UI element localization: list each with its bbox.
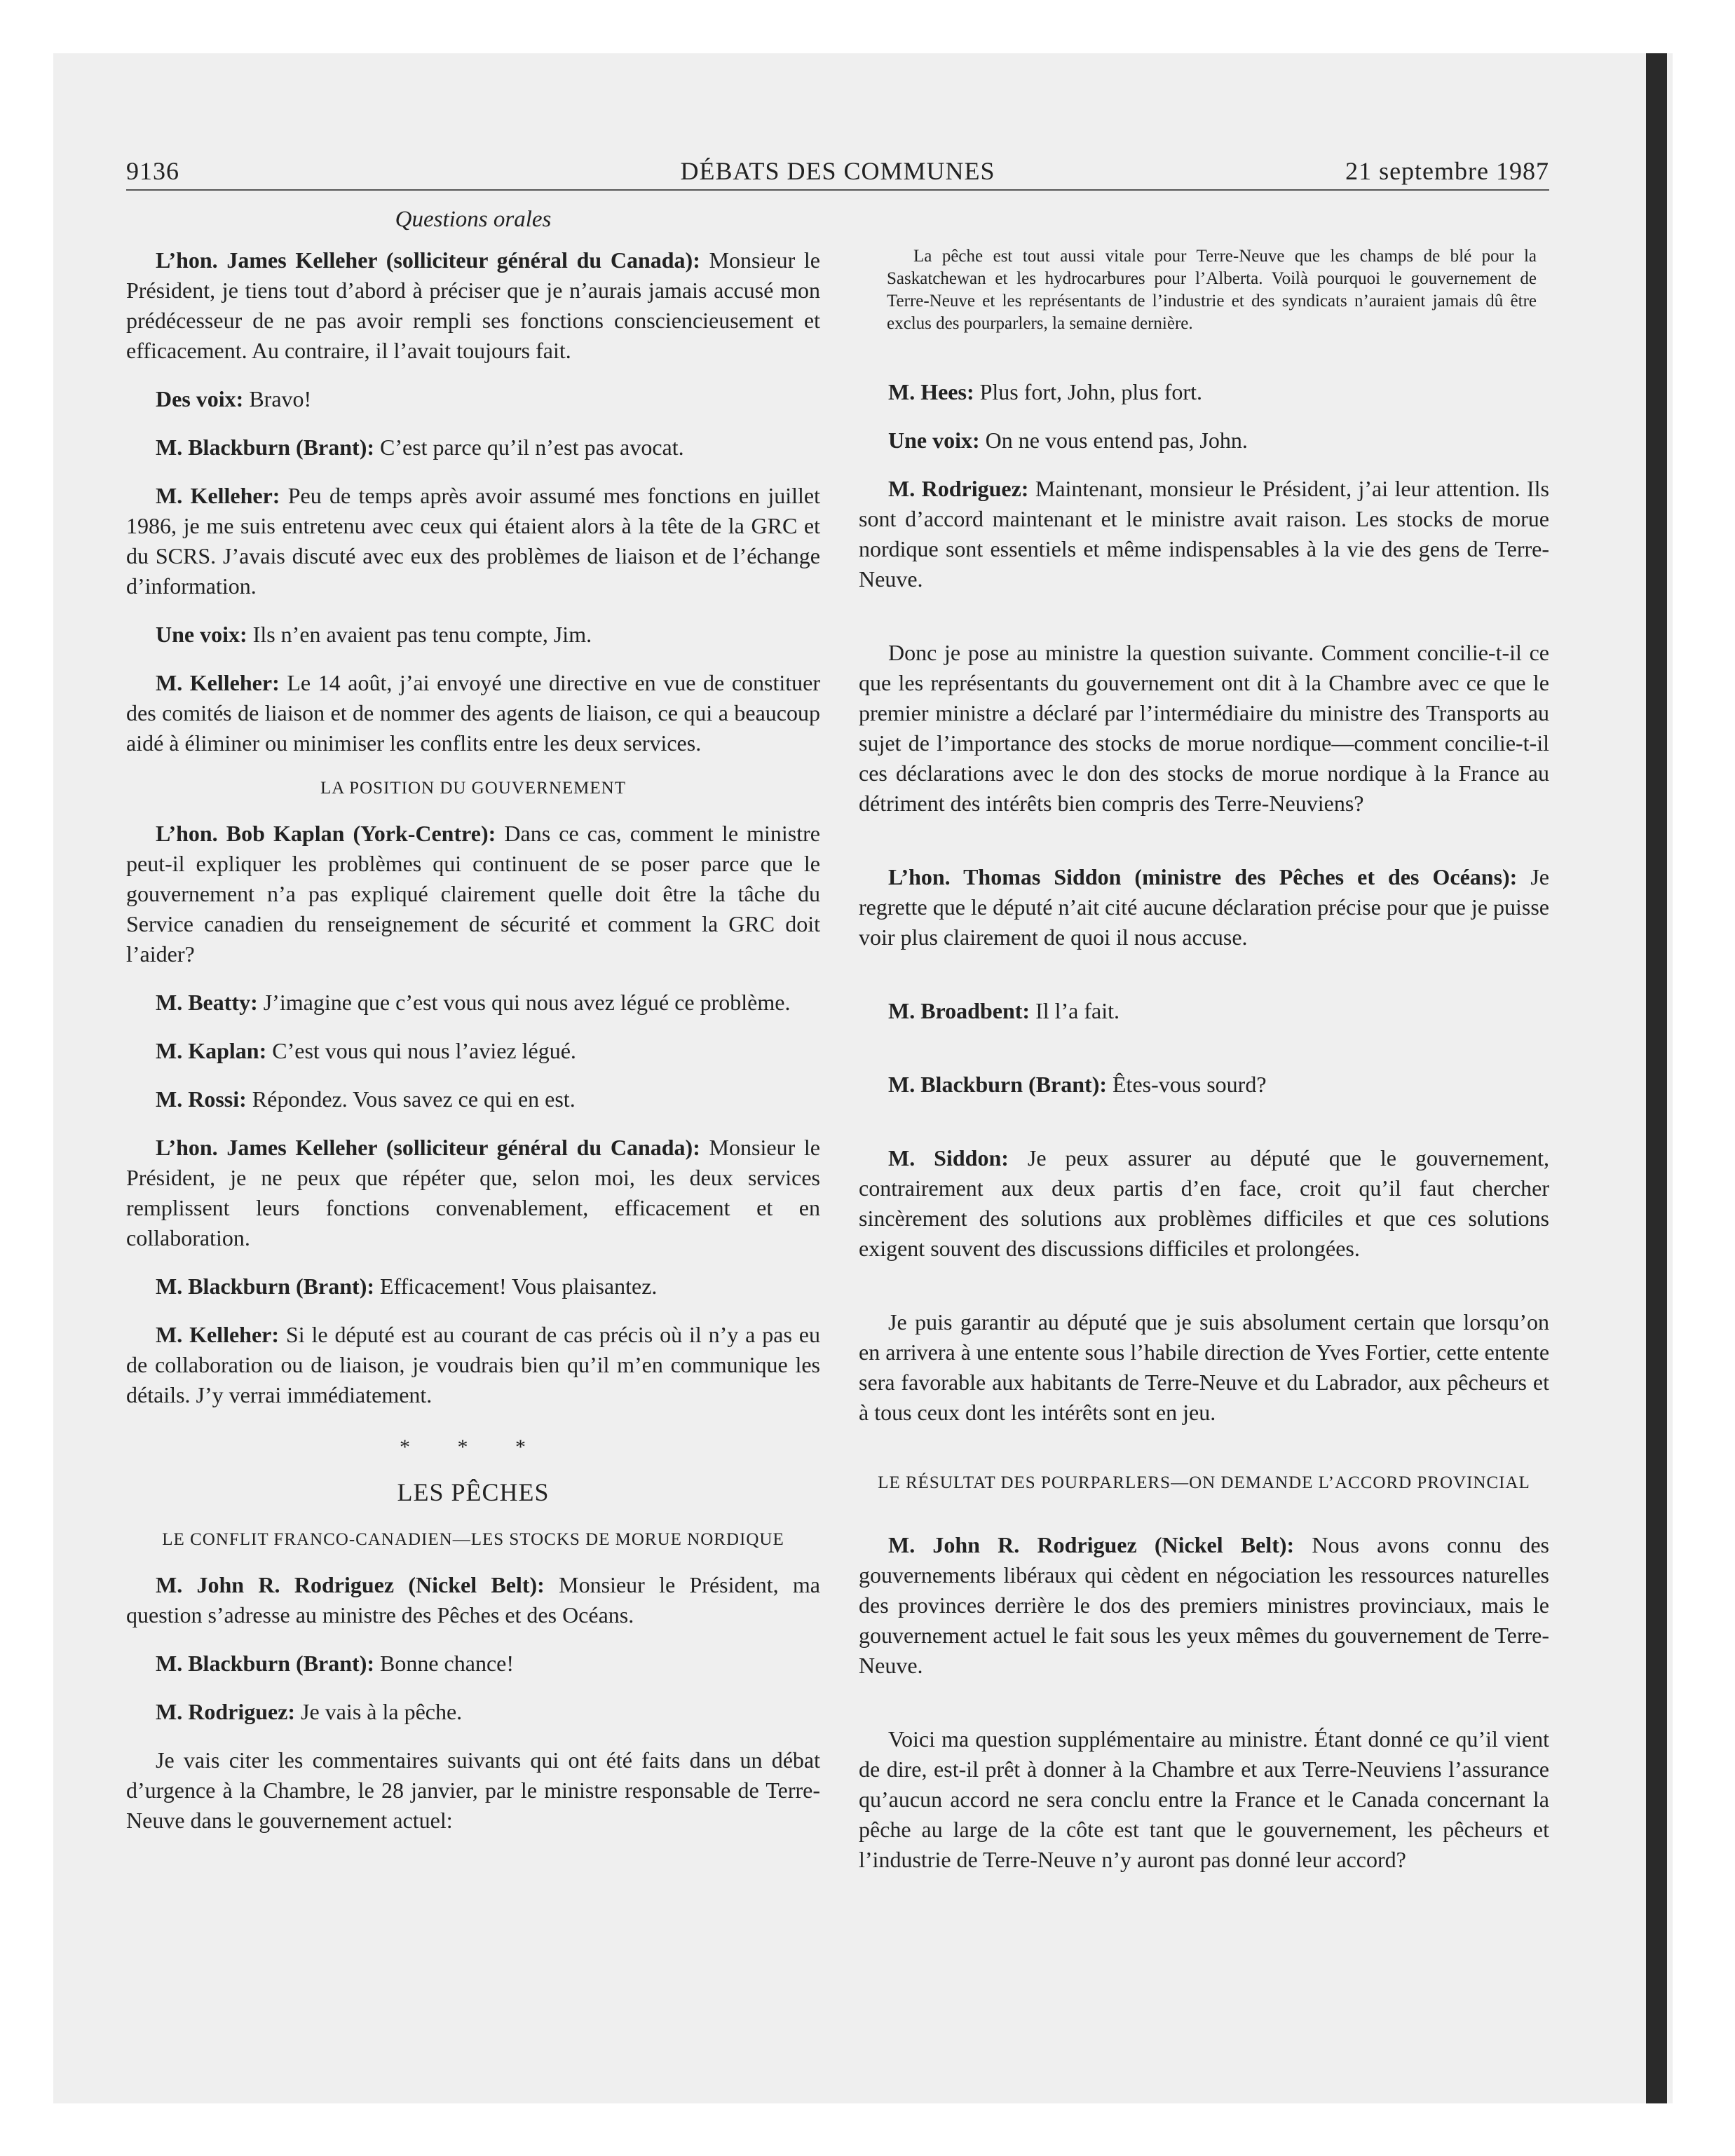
- speaker-name: Une voix:: [888, 428, 980, 453]
- speaker-name: M. Rodriguez:: [888, 476, 1029, 501]
- speaker-name: M. Hees:: [888, 379, 974, 404]
- speech-text: Dans ce cas, comment le ministre peut-il expliquer les problèmes qui continuent de se poser parce que le gouvernement n’a pas expliqué clairement quelle doit être la tâche du Service canadien du renseignement de sécurité et comment la GRC doit l’aider?: [126, 821, 821, 967]
- speech-text: Monsieur le Président, ma question s’adresse au ministre des Pêches et des Océans.: [126, 1572, 821, 1628]
- speech-paragraph: Je puis garantir au député que je suis absolument certain que lorsqu’on en arrivera à une entente sous l’habile direction de Yves Fortier, cette entente sera favorable aux habitants de Terre-Neuve et du Labrador, aux pêcheurs et à tous ceux dont les intérêts sont en jeu.: [859, 1309, 1550, 1425]
- scan-edge-bar: [1646, 53, 1667, 2103]
- speech-text: Répondez. Vous savez ce qui en est.: [246, 1086, 576, 1112]
- speaker-name: Des voix:: [156, 386, 244, 411]
- speech-paragraph: Je vais citer les commentaires suivants qui ont été faits dans un débat d’urgence à la Chambre, le 28 janvier, par le ministre responsable de Terre-Neuve dans le gouvernement actuel:: [126, 1747, 820, 1833]
- right-column: [859, 203, 1549, 1875]
- speaker-name: M. Blackburn (Brant):: [156, 1274, 374, 1299]
- speech-text: Monsieur le Président, je ne peux que répéter que, selon moi, les deux services remplissent leurs fonctions convenablement, efficacement et en collaboration.: [126, 1135, 821, 1250]
- publication-date: 21 septembre 1987: [1345, 157, 1549, 185]
- speaker-name: M. Rodriguez:: [156, 1699, 296, 1724]
- speech-paragraph: [859, 377, 1549, 407]
- section-separator: * * *: [400, 1435, 547, 1459]
- speech-text: Il l’a fait.: [1030, 998, 1120, 1023]
- speech-paragraph: [126, 245, 820, 366]
- speech-text: C’est parce qu’il n’est pas avocat.: [374, 435, 684, 460]
- speaker-name: L’hon. Bob Kaplan (York-Centre):: [156, 821, 496, 846]
- speech-paragraph: [126, 1084, 820, 1114]
- speaker-name: M. Kelleher:: [156, 670, 280, 695]
- speech-text: Nous avons connu des gouvernements libéraux qui cèdent en négociation les ressources naturelles des provinces derrière le dos des premiers ministres provinciaux, mais le gouvernement actuel le fait sous les yeux mêmes du gouvernement de Terre-Neuve.: [859, 1532, 1550, 1678]
- speech-text: Bravo!: [243, 386, 312, 411]
- speaker-name: L’hon. James Kelleher (solliciteur général du Canada):: [156, 247, 700, 273]
- speaker-name: M. Rossi:: [156, 1086, 247, 1112]
- speech-paragraph: [126, 819, 820, 969]
- speech-text: C’est vous qui nous l’aviez légué.: [266, 1038, 576, 1063]
- speaker-name: M. Broadbent:: [888, 998, 1030, 1023]
- speaker-name: M. Beatty:: [156, 990, 258, 1015]
- speech-text: Si le député est au courant de cas précis où il n’y a pas eu de collaboration ou de liaison, je voudrais bien qu’il m’en communique les détails. J’y verrai immédiatement.: [126, 1322, 821, 1407]
- speech-text: Êtes-vous sourd?: [1107, 1072, 1267, 1097]
- speech-text: Monsieur le Président, je tiens tout d’abord à préciser que je n’aurais jamais accusé mon prédécesseur de ne pas avoir rempli ses fonctions consciencieusement et efficacement. Au contraire, il l’avait toujours fait.: [126, 247, 821, 363]
- speech-paragraph: [859, 1530, 1549, 1681]
- speech-text: Je regrette que le député n’ait cité aucune déclaration précise pour que je puisse voir plus clairement de quoi il nous accuse.: [859, 864, 1550, 950]
- section-title: Questions orales: [395, 207, 552, 232]
- speaker-name: M. Blackburn (Brant):: [888, 1072, 1107, 1097]
- speech-text: Peu de temps après avoir assumé mes fonctions en juillet 1986, je me suis entretenu avec ceux qui étaient alors à la tête de la GRC et du SCRS. J’avais discuté avec eux des problèmes de liaison et de l’échange d’information.: [126, 483, 821, 599]
- speaker-name: M. Kelleher:: [156, 1322, 280, 1347]
- speech-paragraph: [126, 1570, 820, 1630]
- block-quote: La pêche est tout aussi vitale pour Terre-Neuve que les champs de blé pour la Saskatchewan et les hydrocarbures pour l’Alberta. Voilà pourquoi le gouvernement de Terre-Neuve et les représentants de l’industrie et des syndicats n’auraient jamais dû être exclus des pourparlers, la semaine dernière.: [887, 247, 1537, 333]
- speech-text: Bonne chance!: [374, 1651, 515, 1676]
- speech-text: Efficacement! Vous plaisantez.: [374, 1274, 658, 1299]
- speech-paragraph: [126, 1133, 820, 1253]
- subsection-heading: LA POSITION DU GOUVERNEMENT: [320, 779, 626, 798]
- speech-paragraph: [126, 384, 820, 414]
- speech-paragraph: [859, 425, 1549, 456]
- subsection-heading: LE RÉSULTAT DES POURPARLERS—ON DEMANDE L’ACCORD PROVINCIAL: [878, 1473, 1530, 1492]
- speech-paragraph: [126, 1649, 820, 1679]
- speaker-name: M. Siddon:: [888, 1145, 1009, 1171]
- section-heading: LES PÊCHES: [397, 1478, 550, 1506]
- speech-text: Plus fort, John, plus fort.: [974, 379, 1202, 404]
- speaker-name: M. Blackburn (Brant):: [156, 435, 374, 460]
- speech-text: On ne vous entend pas, John.: [979, 428, 1248, 453]
- page-header: [126, 153, 1549, 189]
- publication-title: DÉBATS DES COMMUNES: [680, 157, 995, 185]
- speaker-name: M. Blackburn (Brant):: [156, 1651, 374, 1676]
- speaker-name: M. Kelleher:: [156, 483, 280, 508]
- speech-paragraph: [126, 432, 820, 463]
- speech-paragraph: Donc je pose au ministre la question suivante. Comment concilie-t-il ce que les représentants du gouvernement ont dit à la Chambre avec ce que le premier ministre a déclaré par l’intermédiaire du ministre des Transports au sujet de l’importance des stocks de morue nordique—comment concilie-t-il ces déclarations avec le don des stocks de morue nordique à la France au détriment des intérêts bien compris des Terre-Neuviens?: [859, 640, 1549, 816]
- speech-paragraph: Voici ma question supplémentaire au ministre. Étant donné ce qu’il vient de dire, est-il prêt à donner à la Chambre et aux Terre-Neuviens l’assurance qu’aucun accord ne sera conclu entre la France et le Canada concernant la pêche au large de la côte est tant que le gouvernement, les pêcheurs et l’industrie de Terre-Neuve n’y auront pas donné leur accord?: [859, 1726, 1549, 1872]
- speech-paragraph: [859, 474, 1549, 594]
- speaker-name: L’hon. Thomas Siddon (ministre des Pêches et des Océans):: [888, 864, 1518, 889]
- speech-paragraph: [126, 988, 820, 1018]
- speaker-name: Une voix:: [156, 622, 247, 647]
- speaker-name: M. John R. Rodriguez (Nickel Belt):: [888, 1532, 1295, 1557]
- subsection-heading: LE CONFLIT FRANCO-CANADIEN—LES STOCKS DE MORUE NORDIQUE: [162, 1530, 784, 1549]
- speaker-name: L’hon. James Kelleher (solliciteur général du Canada):: [156, 1135, 700, 1160]
- speech-paragraph: [859, 1143, 1549, 1264]
- speech-text: Ils n’en avaient pas tenu compte, Jim.: [247, 622, 592, 647]
- speaker-name: M. John R. Rodriguez (Nickel Belt):: [156, 1572, 545, 1597]
- left-column: [126, 203, 820, 1836]
- speech-text: J’imagine que c’est vous qui nous avez légué ce problème.: [257, 990, 791, 1015]
- speech-paragraph: [126, 481, 820, 601]
- speech-paragraph: [126, 1697, 820, 1727]
- speech-text: Je peux assurer au député que le gouvernement, contrairement aux deux partis d’en face, croit qu’il faut chercher sincèrement des solutions aux problèmes difficiles et que ces solutions exigent souvent des discussions difficiles et prolongées.: [859, 1145, 1550, 1261]
- speech-paragraph: [126, 668, 820, 758]
- speech-paragraph: [126, 620, 820, 650]
- speech-text: Le 14 août, j’ai envoyé une directive en vue de constituer des comités de liaison et de nommer des agents de liaison, ce qui a beaucoup aidé à éliminer ou minimiser les conflits entre les deux services.: [126, 670, 821, 756]
- speech-text: Maintenant, monsieur le Président, j’ai leur attention. Ils sont d’accord maintenant et le ministre avait raison. Les stocks de morue nordique sont essentiels et même indispensables à la vie des gens de Terre-Neuve.: [859, 476, 1550, 592]
- speech-text: Je vais à la pêche.: [295, 1699, 463, 1724]
- speech-paragraph: [126, 1036, 820, 1066]
- column-spacer: [859, 203, 1549, 245]
- speech-paragraph: [859, 862, 1549, 953]
- speech-paragraph: [126, 1320, 820, 1410]
- speech-paragraph: [859, 996, 1549, 1026]
- header-rule: [126, 189, 1549, 191]
- speech-paragraph: [126, 1271, 820, 1302]
- speech-paragraph: [859, 1070, 1549, 1100]
- speaker-name: M. Kaplan:: [156, 1038, 267, 1063]
- page-number: 9136: [126, 157, 179, 185]
